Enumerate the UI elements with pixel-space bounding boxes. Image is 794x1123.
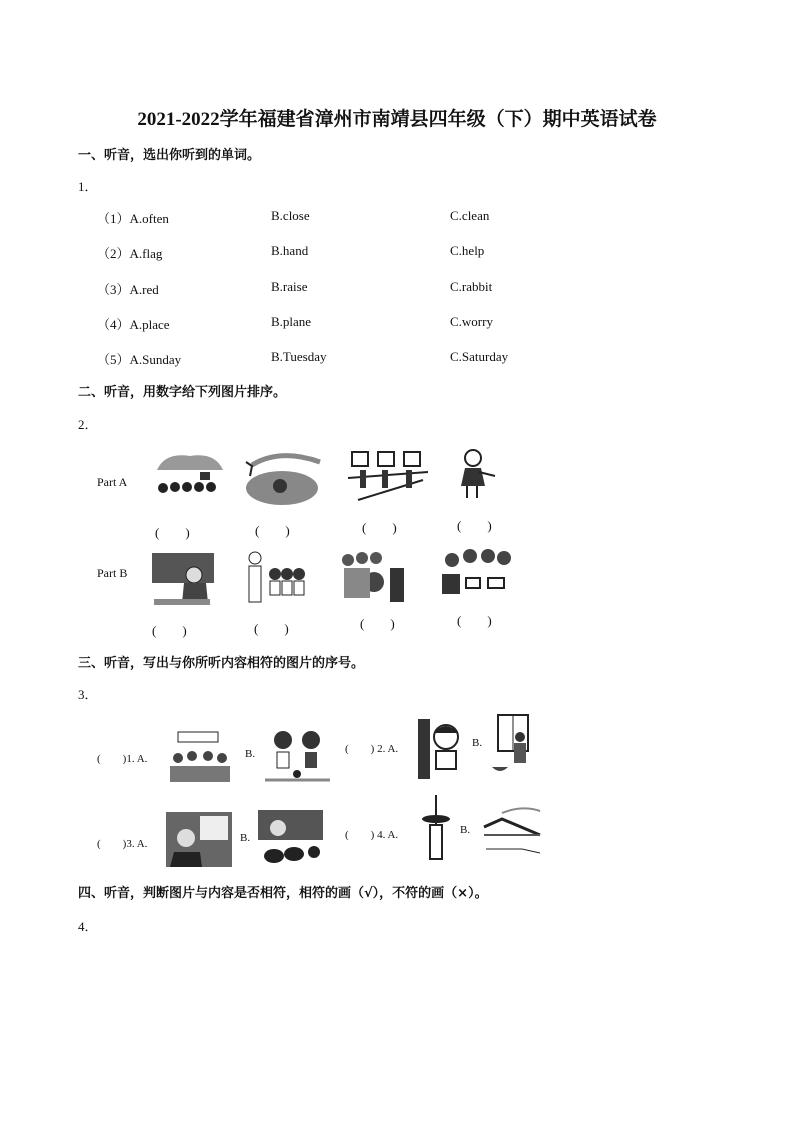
section2-heading: 二、听音，用数字给下列图片排序。 xyxy=(78,385,287,400)
question-number: 2． xyxy=(78,417,98,432)
answer-blank[interactable]: ( ) xyxy=(360,616,395,631)
option-c: C.clean xyxy=(450,208,490,223)
item-label[interactable]: ( )1. A. xyxy=(97,753,148,765)
option-a: （3）A.red xyxy=(97,282,159,297)
option-b: B.plane xyxy=(271,314,312,329)
picture-clean-window xyxy=(490,713,535,778)
picture-boys-football xyxy=(265,728,330,783)
picture-boy-door xyxy=(418,717,466,780)
picture-island xyxy=(240,450,322,508)
item-b-label: B. xyxy=(460,824,471,836)
section3-heading: 三、听音，写出与你所听内容相符的图片的序号。 xyxy=(78,656,365,671)
item-b-label: B. xyxy=(240,832,251,844)
section4-heading: 四、听音，判断图片与内容是否相符，相符的画（√），不符的画（×）。 xyxy=(78,886,488,901)
option-b: B.raise xyxy=(271,279,308,294)
picture-teacher-class xyxy=(258,810,323,865)
option-b: B.close xyxy=(271,208,310,223)
question-number: 3． xyxy=(78,687,98,702)
option-c: C.rabbit xyxy=(450,279,493,294)
answer-blank[interactable]: ( ) xyxy=(457,613,492,628)
answer-blank[interactable]: ( ) xyxy=(155,525,190,540)
picture-teacher-blackboard xyxy=(152,553,214,615)
picture-school-cleaning xyxy=(348,450,428,502)
option-c: C.help xyxy=(450,243,485,258)
option-b: B.Tuesday xyxy=(271,349,327,364)
picture-great-wall xyxy=(482,805,542,855)
answer-blank[interactable]: ( ) xyxy=(152,623,187,638)
option-c: C.Saturday xyxy=(450,349,509,364)
answer-blank[interactable]: ( ) xyxy=(457,518,492,533)
picture-computer-class xyxy=(440,548,515,598)
option-b: B.hand xyxy=(271,243,309,258)
picture-classroom xyxy=(168,730,233,785)
section1-heading: 一、听音，选出你听到的单词。 xyxy=(78,148,261,163)
part-b-label: Part B xyxy=(97,566,128,580)
picture-class-outdoor xyxy=(155,450,225,505)
picture-man-children xyxy=(243,550,308,605)
item-label[interactable]: ( ) 4. A. xyxy=(345,829,399,841)
item-b-label: B. xyxy=(472,737,483,749)
item-label[interactable]: ( )3. A. xyxy=(97,838,148,850)
item-b-label: B. xyxy=(245,748,256,760)
part-a-label: Part A xyxy=(97,475,128,489)
item-label[interactable]: ( ) 2. A. xyxy=(345,743,399,755)
option-a: （2）A.flag xyxy=(97,246,163,261)
option-c: C.worry xyxy=(450,314,493,329)
picture-music-class xyxy=(340,550,412,605)
answer-blank[interactable]: ( ) xyxy=(255,523,290,538)
question-number: 4． xyxy=(78,919,98,934)
option-a: （4）A.place xyxy=(97,317,170,332)
answer-blank[interactable]: ( ) xyxy=(254,621,289,636)
picture-tower xyxy=(420,795,452,860)
option-a: （1）A.often xyxy=(97,211,169,226)
page-title: 2021-2022学年福建省漳州市南靖县四年级（下）期中英语试卷 xyxy=(137,109,657,130)
picture-girl-violin xyxy=(455,446,501,500)
option-a: （5）A.Sunday xyxy=(97,352,182,367)
picture-teacher-chickens xyxy=(166,812,232,867)
question-number: 1． xyxy=(78,179,98,194)
answer-blank[interactable]: ( ) xyxy=(362,520,397,535)
